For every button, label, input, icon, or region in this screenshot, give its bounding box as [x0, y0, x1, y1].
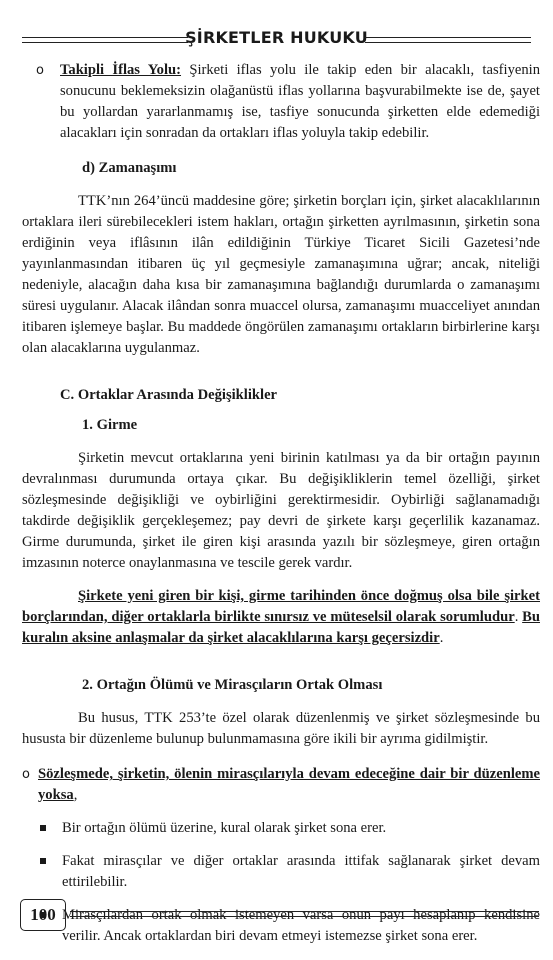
takipli-iflas-term: Takipli İflas Yolu: — [60, 62, 182, 78]
olum-heading: 2. Ortağın Ölümü ve Mirasçıların Ortak Olması — [82, 677, 383, 693]
olum-list-item: Fakat mirasçılar ve diğer ortaklar arasında ittifak sağlanarak şirket devam ettirilebilir. — [22, 851, 540, 893]
girme-paragraph: Şirketin mevcut ortaklarına yeni birinin katılması ya da bir ortağın payının devralınması durumunda ortaya çıkar. Bu değişikliklerin temel özelliği, şirket sözleşmesinde değişikliği ve oybirliğini gerektirmesidir. Oybirliği sağlanamadığı takdirde değişiklik gerçekleşemez; pay devri de şirkete karşı geçerlilik kazanamaz. Girme durumunda, şirket ile giren kişi arasında yazılı bir sözleşmeye, giren ortağın imzasının noterce onaylanmasına ve tescile gerek vardır. — [22, 450, 540, 571]
olum-paragraph: Bu husus, TTK 253’te özel olarak düzenlenmiş ve şirket sözleşmesinde bu hususta bir düzenleme bulunup bulunmamasına göre ikili bir ayrıma gidilmiştir. — [22, 710, 540, 747]
page-footer — [14, 899, 539, 933]
girme-bold-text-2: Bu kuralın aksine anlaşmalar da şirket alacaklılarına karşı geçersizdir — [22, 609, 540, 646]
olum-list-item: Mirasçılardan ortak olmak istemeyen varsa onun payı hesaplanıp kendisine verilir. Ancak ortaklardan biri devam etmeyi istemezse şirket sona erer. — [22, 905, 540, 947]
takipli-iflas-text: Şirketi iflas yolu ile takip eden bir alacaklı, tasfiyenin sonucunu beklemeksizin olağanüstü iflas yollarına başvurabilmekte ise de, şayet bu yollardan yararlanmamış ise, tasfiye sonucunda şirketten elde edemediği alacakları için sonradan da ortakları iflas yoluyla takip edebilir. — [60, 62, 540, 141]
olum-bullet-heading-paragraph: o Sözleşmede, şirketin, ölenin mirasçılarıyla devam edeceğine dair bir düzenleme yoksa, — [22, 766, 540, 803]
ortaklar-heading: C. Ortaklar Arasında Değişiklikler — [60, 387, 278, 403]
square-bullet-icon — [40, 858, 46, 864]
page-number: 100 — [20, 899, 66, 931]
circle-bullet-icon: o — [22, 767, 30, 782]
girme-bold-text: Şirkete yeni giren bir kişi, girme tarihinden önce doğmuş olsa bile şirket borçlarından, diğer ortaklarla birlikte sınırsız ve müteselsil olarak sorumludur — [22, 588, 540, 625]
zamanasimi-heading: d) Zamanaşımı — [82, 160, 177, 176]
circle-bullet-icon: o — [36, 63, 44, 78]
square-bullet-icon — [40, 825, 46, 831]
olum-bullet-heading: Sözleşmede, şirketin, ölenin mirasçılarıyla devam edeceğine dair bir düzenleme yoksa — [38, 766, 540, 803]
running-header — [22, 28, 531, 52]
zamanasimi-paragraph: TTK’nın 264’üncü maddesine göre; şirketin borçları için, şirket alacaklılarının ortaklara ileri sürebilecekleri istem hakları, ortağın şirketten ayrılmasının, şirketin sona erdiğinin veya iflâsının ilân edildiğinin Türkiye Ticaret Sicili Gazetesi’nde yayınlanmasından itibaren üç yıl geçmesiyle zamanaşımına uğrar; ancak, niteliği nedeniyle, alacağın daha kısa bir zamanaşımına bağlandığı durumlarda o zamanaşımı süresi uygulanır. Alacak ilândan sonra muaccel olursa, zamanaşımı muacceliyet anından itibaren işlemeye başlar. Bu maddede öngörülen zamanaşımı ortakların birbirlerine karşı olan alacaklarına uygulanmaz. — [22, 193, 540, 356]
header-title: ŞİRKETLER HUKUKU — [185, 28, 368, 47]
girme-bold-paragraph: Şirkete yeni giren bir kişi, girme tarihinden önce doğmuş olsa bile şirket borçlarından, diğer ortaklarla birlikte sınırsız ve müteselsil olarak sorumludur. Bu kuralın aksine anlaşmalar da şirket alacaklılarına karşı geçersizdir. — [22, 588, 540, 646]
page-body — [22, 60, 540, 947]
header-rule-right — [365, 37, 531, 43]
footer-rule — [70, 911, 539, 917]
olum-list-item: Bir ortağın ölümü üzerine, kural olarak şirket sona erer. — [22, 818, 540, 839]
takipli-iflas-paragraph — [22, 60, 540, 144]
girme-heading: 1. Girme — [82, 417, 138, 433]
